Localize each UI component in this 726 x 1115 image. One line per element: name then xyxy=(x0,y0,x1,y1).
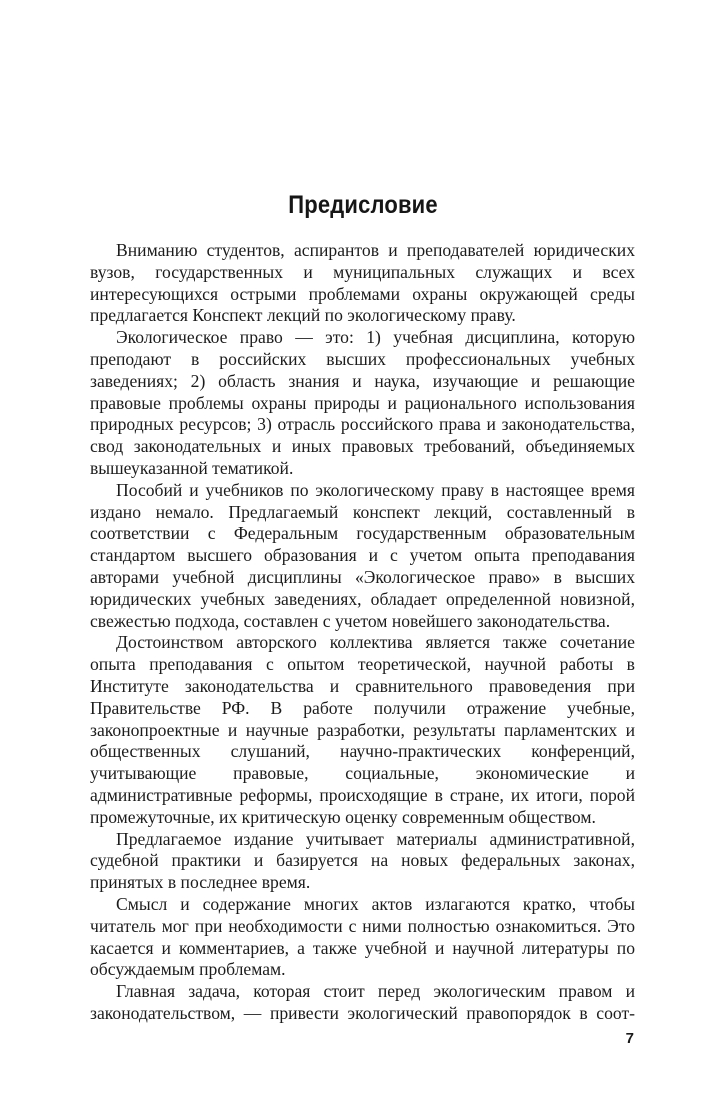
page-number: 7 xyxy=(625,1030,634,1047)
paragraph-2: Экологическое право — это: 1) учебная дисциплина, которую преподают в российских высших профессиональных учебных заведениях; 2) область знания и наука, изучающие и решающие правовые проблемы охраны природы и рационального использования природных ресурсов; 3) отрасль российского права и законодательства, свод законодательных и иных правовых требований, объединяемых вышеуказанной тематикой. xyxy=(90,327,635,478)
page-title: Предисловие xyxy=(288,190,438,219)
preface-body xyxy=(90,240,635,1025)
paragraph-3: Пособий и учебников по экологическому праву в настоящее время издано немало. Предлагаемый конспект лекций, составленный в соответствии с Федеральным государственным образовательным стандартом высшего образования и с учетом опыта преподавания авторами учебной дисциплины «Экологическое право» в высших юридических учебных заведениях, обладает определенной новизной, свежестью подхода, составлен с учетом новейшего законодательства. xyxy=(90,479,635,631)
paragraph-1: Вниманию студентов, аспирантов и преподавателей юридических вузов, государственных и муниципальных служащих и всех интересующихся острыми проблемами охраны окружающей среды предлагается Конспект лекций по экологическому праву. xyxy=(90,240,635,326)
paragraph-5: Предлагаемое издание учитывает материалы административной, судебной практики и базируется на новых федеральных законах, принятых в последнее время. xyxy=(90,828,635,893)
paragraph-7: Главная задача, которая стоит перед экологическим правом и законодательством, — привести экологический правопорядок в соот- xyxy=(90,981,635,1023)
paragraph-6: Смысл и содержание многих актов излагаются кратко, чтобы читатель мог при необходимости с ними полностью ознакомиться. Это касается и комментариев, а также учебной и научной литературы по обсуждаемым проблемам. xyxy=(90,893,635,980)
paragraph-4: Достоинством авторского коллектива является также сочетание опыта преподавания с опытом теоретической, научной работы в Институте законодательства и сравнительного правоведения при Правительстве РФ. В работе получили отражение учебные, законопроектные и научные разработки, результаты парламентских и общественных слушаний, научно-практических конференций, учитывающие правовые, социальные, экономические и административные реформы, происходящие в стране, их итоги, порой промежуточные, их критическую оценку современным обществом. xyxy=(90,632,635,827)
